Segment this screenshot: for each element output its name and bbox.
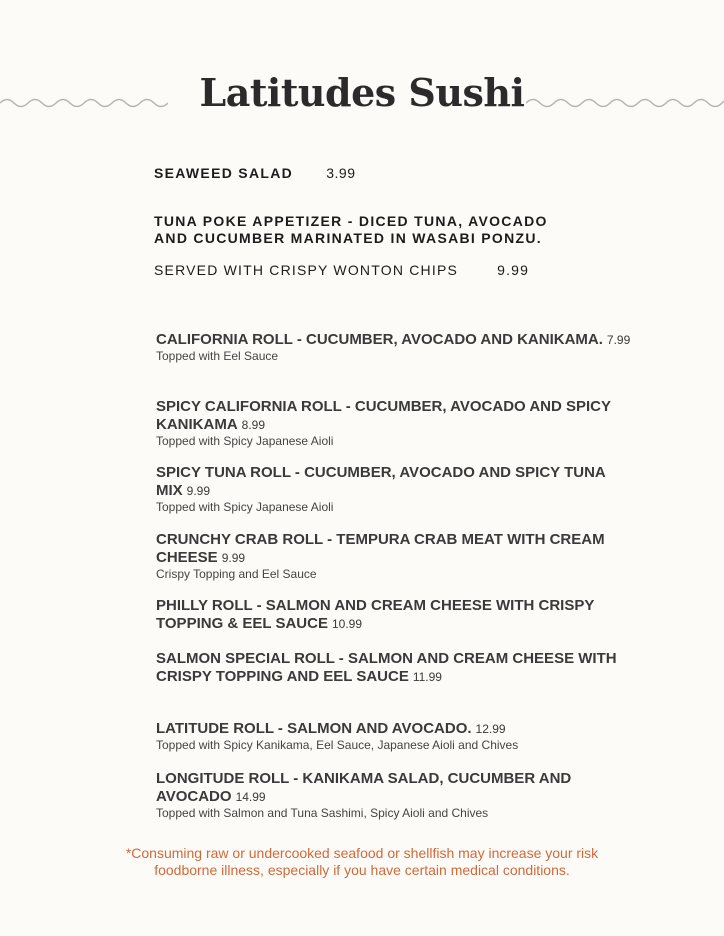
item-name: SPICY CALIFORNIA ROLL - CUCUMBER, AVOCADO AND SPICY KANIKAMA — [156, 398, 611, 433]
menu-item — [156, 331, 636, 364]
item-price: 7.99 — [606, 333, 631, 347]
appetizer-tuna-poke — [154, 213, 574, 247]
appetizer-seaweed-salad — [154, 165, 355, 182]
item-description: Topped with Eel Sauce — [156, 349, 279, 363]
menu-item — [156, 464, 636, 515]
item-description: Topped with Spicy Japanese Aioli — [156, 500, 334, 514]
health-notice-line-1: *Consuming raw or undercooked seafood or shellfish may increase your risk — [125, 845, 599, 861]
appetizer-price: 3.99 — [326, 165, 356, 181]
item-price: 10.99 — [331, 617, 363, 631]
item-name: CRUNCHY CRAB ROLL - TEMPURA CRAB MEAT WITH CREAM CHEESE — [156, 531, 605, 566]
item-price: 9.99 — [186, 484, 211, 498]
item-name: SALMON SPECIAL ROLL - SALMON AND CREAM CHEESE WITH CRISPY TOPPING AND EEL SAUCE — [156, 650, 617, 685]
appetizer-name: SEAWEED SALAD — [154, 165, 294, 181]
item-price: 12.99 — [475, 722, 506, 736]
item-price: 14.99 — [235, 790, 266, 804]
health-notice-line-2: foodborne illness, especially if you have certain medical conditions. — [154, 862, 570, 878]
served-price: 9.99 — [497, 262, 530, 278]
menu-title: Latitudes Sushi — [199, 70, 525, 115]
item-description: Topped with Spicy Japanese Aioli — [156, 434, 334, 448]
menu-item — [156, 770, 636, 821]
item-name: PHILLY ROLL - SALMON AND CREAM CHEESE WITH CRISPY TOPPING & EEL SAUCE — [156, 597, 595, 632]
item-name: SPICY TUNA ROLL - CUCUMBER, AVOCADO AND SPICY TUNA MIX — [156, 464, 606, 499]
item-price: 11.99 — [412, 670, 442, 684]
menu-item — [156, 398, 636, 449]
item-description: Topped with Salmon and Tuna Sashimi, Spicy Aioli and Chives — [156, 806, 489, 820]
item-price: 8.99 — [241, 418, 266, 432]
health-notice — [0, 845, 724, 879]
served-text: SERVED WITH CRISPY WONTON CHIPS — [154, 262, 459, 278]
item-description: Crispy Topping and Eel Sauce — [156, 567, 317, 581]
menu-item — [156, 597, 636, 633]
menu-item — [156, 650, 636, 686]
menu-item — [156, 720, 636, 753]
item-description: Topped with Spicy Kanikama, Eel Sauce, Japanese Aioli and Chives — [156, 738, 519, 752]
item-name: CALIFORNIA ROLL - CUCUMBER, AVOCADO AND KANIKAMA. — [156, 331, 603, 348]
served-with-line — [154, 262, 529, 278]
item-name: LATITUDE ROLL - SALMON AND AVOCADO. — [156, 720, 472, 737]
appetizer-name: TUNA POKE APPETIZER - DICED TUNA, AVOCADO AND CUCUMBER MARINATED IN WASABI PONZU. — [154, 213, 548, 246]
item-price: 9.99 — [221, 551, 246, 565]
menu-item — [156, 531, 636, 582]
item-name: LONGITUDE ROLL - KANIKAMA SALAD, CUCUMBER AND AVOCADO — [156, 770, 572, 805]
